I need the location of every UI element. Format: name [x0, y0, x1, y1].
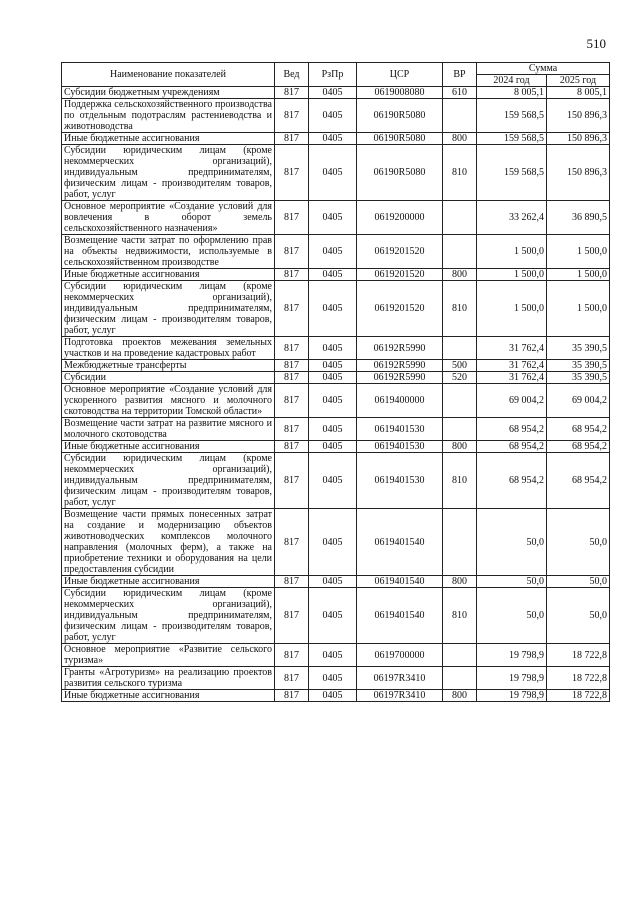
- table-row: [62, 99, 610, 133]
- table-row: [62, 360, 610, 372]
- cell-ved: 817: [275, 372, 309, 384]
- header-vr: ВР: [443, 63, 477, 87]
- cell-2024: 19 798,9: [477, 667, 547, 690]
- cell-vr: 520: [443, 372, 477, 384]
- header-2025: 2025 год: [547, 75, 610, 87]
- cell-name: Основное мероприятие «Развитие сельского туризма»: [62, 644, 275, 667]
- cell-vr: 800: [443, 441, 477, 453]
- table-row: [62, 145, 610, 201]
- cell-name: Иные бюджетные ассигнования: [62, 133, 275, 145]
- cell-csr: 0619201520: [357, 281, 443, 337]
- cell-csr: 06190R5080: [357, 133, 443, 145]
- cell-csr: 0619401530: [357, 453, 443, 509]
- cell-vr: 500: [443, 360, 477, 372]
- cell-ved: 817: [275, 588, 309, 644]
- cell-ved: 817: [275, 690, 309, 702]
- table-row: [62, 235, 610, 269]
- cell-rzpr: 0405: [309, 453, 357, 509]
- cell-rzpr: 0405: [309, 99, 357, 133]
- table-row: [62, 201, 610, 235]
- cell-ved: 817: [275, 201, 309, 235]
- table-row: [62, 133, 610, 145]
- cell-rzpr: 0405: [309, 576, 357, 588]
- cell-vr: 810: [443, 281, 477, 337]
- cell-vr: [443, 384, 477, 418]
- cell-csr: 0619201520: [357, 269, 443, 281]
- cell-vr: 810: [443, 588, 477, 644]
- cell-rzpr: 0405: [309, 384, 357, 418]
- cell-name: Возмещение части затрат на развитие мясного и молочного скотоводства: [62, 418, 275, 441]
- cell-ved: 817: [275, 384, 309, 418]
- cell-2025: 68 954,2: [547, 418, 610, 441]
- cell-csr: 06192R5990: [357, 337, 443, 360]
- cell-name: Субсидии юридическим лицам (кроме некоммерческих организаций), индивидуальным предпринимателям, физическим лицам - производителям товаров, работ, услуг: [62, 281, 275, 337]
- cell-2025: 35 390,5: [547, 337, 610, 360]
- table-row: [62, 337, 610, 360]
- cell-ved: 817: [275, 509, 309, 576]
- cell-csr: 0619401540: [357, 588, 443, 644]
- page-number: 510: [586, 36, 606, 51]
- cell-name: Возмещение части прямых понесенных затрат на создание и модернизацию объектов животноводческих комплексов молочного направления (молочных ферм), а также на приобретение техники и оборудования на цели предоставления субсидии: [62, 509, 275, 576]
- cell-2025: 150 896,3: [547, 133, 610, 145]
- cell-vr: [443, 99, 477, 133]
- cell-2024: 68 954,2: [477, 418, 547, 441]
- table-body: [62, 87, 610, 702]
- cell-csr: 06192R5990: [357, 360, 443, 372]
- cell-vr: 810: [443, 145, 477, 201]
- cell-csr: 0619401540: [357, 576, 443, 588]
- cell-name: Иные бюджетные ассигнования: [62, 269, 275, 281]
- cell-rzpr: 0405: [309, 337, 357, 360]
- cell-2024: 19 798,9: [477, 690, 547, 702]
- cell-ved: 817: [275, 667, 309, 690]
- cell-vr: 800: [443, 690, 477, 702]
- cell-2024: 50,0: [477, 509, 547, 576]
- cell-vr: 800: [443, 269, 477, 281]
- cell-csr: 0619401530: [357, 441, 443, 453]
- cell-2024: 68 954,2: [477, 441, 547, 453]
- cell-2025: 1 500,0: [547, 269, 610, 281]
- header-ved: Вед: [275, 63, 309, 87]
- cell-2024: 159 568,5: [477, 99, 547, 133]
- cell-name: Подготовка проектов межевания земельных участков и на проведение кадастровых работ: [62, 337, 275, 360]
- cell-2024: 69 004,2: [477, 384, 547, 418]
- budget-table: [61, 62, 610, 702]
- cell-name: Иные бюджетные ассигнования: [62, 441, 275, 453]
- cell-name: Гранты «Агротуризм» на реализацию проектов развития сельского туризма: [62, 667, 275, 690]
- cell-rzpr: 0405: [309, 235, 357, 269]
- header-2024: 2024 год: [477, 75, 547, 87]
- cell-rzpr: 0405: [309, 509, 357, 576]
- cell-csr: 06197R3410: [357, 667, 443, 690]
- cell-2024: 1 500,0: [477, 235, 547, 269]
- cell-rzpr: 0405: [309, 644, 357, 667]
- table-row: [62, 269, 610, 281]
- cell-name: Субсидии юридическим лицам (кроме некоммерческих организаций), индивидуальным предпринимателям, физическим лицам - производителям товаров, работ, услуг: [62, 453, 275, 509]
- table-row: [62, 690, 610, 702]
- cell-2025: 150 896,3: [547, 99, 610, 133]
- cell-2025: 18 722,8: [547, 667, 610, 690]
- table-row: [62, 384, 610, 418]
- table-row: [62, 281, 610, 337]
- table-row: [62, 441, 610, 453]
- cell-2025: 50,0: [547, 509, 610, 576]
- table-row: [62, 372, 610, 384]
- cell-2024: 31 762,4: [477, 360, 547, 372]
- cell-ved: 817: [275, 99, 309, 133]
- cell-vr: [443, 235, 477, 269]
- cell-2024: 159 568,5: [477, 145, 547, 201]
- cell-ved: 817: [275, 337, 309, 360]
- cell-rzpr: 0405: [309, 372, 357, 384]
- cell-2024: 159 568,5: [477, 133, 547, 145]
- cell-ved: 817: [275, 145, 309, 201]
- cell-2024: 1 500,0: [477, 281, 547, 337]
- cell-name: Основное мероприятие «Создание условий для вовлечения в оборот земель сельскохозяйственного назначения»: [62, 201, 275, 235]
- table-row: [62, 667, 610, 690]
- cell-ved: 817: [275, 418, 309, 441]
- cell-vr: [443, 201, 477, 235]
- cell-rzpr: 0405: [309, 667, 357, 690]
- cell-vr: [443, 418, 477, 441]
- cell-rzpr: 0405: [309, 690, 357, 702]
- cell-ved: 817: [275, 269, 309, 281]
- cell-name: Иные бюджетные ассигнования: [62, 690, 275, 702]
- cell-csr: 06190R5080: [357, 145, 443, 201]
- header-rzpr: РзПр: [309, 63, 357, 87]
- cell-2025: 150 896,3: [547, 145, 610, 201]
- cell-2024: 31 762,4: [477, 337, 547, 360]
- cell-2025: 36 890,5: [547, 201, 610, 235]
- cell-2025: 50,0: [547, 588, 610, 644]
- header-csr: ЦСР: [357, 63, 443, 87]
- cell-name: Субсидии юридическим лицам (кроме некоммерческих организаций), индивидуальным предпринимателям, физическим лицам - производителям товаров, работ, услуг: [62, 145, 275, 201]
- cell-name: Возмещение части затрат по оформлению прав на объекты недвижимости, используемые в сельскохозяйственном производстве: [62, 235, 275, 269]
- cell-2024: 50,0: [477, 576, 547, 588]
- cell-vr: [443, 667, 477, 690]
- cell-csr: 0619700000: [357, 644, 443, 667]
- cell-csr: 0619200000: [357, 201, 443, 235]
- cell-2025: 69 004,2: [547, 384, 610, 418]
- cell-vr: [443, 644, 477, 667]
- cell-ved: 817: [275, 453, 309, 509]
- cell-rzpr: 0405: [309, 281, 357, 337]
- cell-2025: 50,0: [547, 576, 610, 588]
- header-name: Наименование показателей: [62, 63, 275, 87]
- cell-2025: 35 390,5: [547, 360, 610, 372]
- cell-rzpr: 0405: [309, 133, 357, 145]
- cell-2024: 68 954,2: [477, 453, 547, 509]
- cell-vr: [443, 509, 477, 576]
- cell-2024: 8 005,1: [477, 87, 547, 99]
- cell-2025: 35 390,5: [547, 372, 610, 384]
- cell-ved: 817: [275, 576, 309, 588]
- cell-name: Основное мероприятие «Создание условий для ускоренного развития мясного и молочного скотоводства на территории Томской области»: [62, 384, 275, 418]
- table-row: [62, 453, 610, 509]
- cell-csr: 0619201520: [357, 235, 443, 269]
- cell-rzpr: 0405: [309, 441, 357, 453]
- cell-name: Субсидии юридическим лицам (кроме некоммерческих организаций), индивидуальным предпринимателям, физическим лицам - производителям товаров, работ, услуг: [62, 588, 275, 644]
- cell-csr: 0619401530: [357, 418, 443, 441]
- cell-2025: 18 722,8: [547, 690, 610, 702]
- table-row: [62, 576, 610, 588]
- cell-rzpr: 0405: [309, 588, 357, 644]
- cell-rzpr: 0405: [309, 87, 357, 99]
- cell-rzpr: 0405: [309, 418, 357, 441]
- cell-2024: 50,0: [477, 588, 547, 644]
- cell-name: Иные бюджетные ассигнования: [62, 576, 275, 588]
- cell-ved: 817: [275, 133, 309, 145]
- cell-vr: 800: [443, 576, 477, 588]
- cell-vr: [443, 337, 477, 360]
- cell-2025: 18 722,8: [547, 644, 610, 667]
- cell-ved: 817: [275, 87, 309, 99]
- cell-csr: 06197R3410: [357, 690, 443, 702]
- cell-rzpr: 0405: [309, 269, 357, 281]
- cell-ved: 817: [275, 441, 309, 453]
- cell-name: Субсидии: [62, 372, 275, 384]
- table-row: [62, 418, 610, 441]
- cell-csr: 0619008080: [357, 87, 443, 99]
- cell-ved: 817: [275, 644, 309, 667]
- cell-name: Субсидии бюджетным учреждениям: [62, 87, 275, 99]
- cell-ved: 817: [275, 235, 309, 269]
- cell-vr: 800: [443, 133, 477, 145]
- cell-2025: 8 005,1: [547, 87, 610, 99]
- cell-csr: 0619400000: [357, 384, 443, 418]
- cell-2025: 1 500,0: [547, 235, 610, 269]
- cell-name: Поддержка сельскохозяйственного производства по отдельным подотраслям растениеводства и животноводства: [62, 99, 275, 133]
- cell-rzpr: 0405: [309, 360, 357, 372]
- cell-ved: 817: [275, 281, 309, 337]
- table-row: [62, 87, 610, 99]
- table-row: [62, 509, 610, 576]
- cell-2024: 19 798,9: [477, 644, 547, 667]
- cell-csr: 06192R5990: [357, 372, 443, 384]
- cell-vr: 810: [443, 453, 477, 509]
- cell-2025: 68 954,2: [547, 441, 610, 453]
- cell-2024: 1 500,0: [477, 269, 547, 281]
- cell-rzpr: 0405: [309, 201, 357, 235]
- cell-rzpr: 0405: [309, 145, 357, 201]
- cell-vr: 610: [443, 87, 477, 99]
- header-sum: Сумма: [477, 63, 610, 75]
- cell-2024: 33 262,4: [477, 201, 547, 235]
- cell-name: Межбюджетные трансферты: [62, 360, 275, 372]
- cell-2025: 68 954,2: [547, 453, 610, 509]
- cell-2024: 31 762,4: [477, 372, 547, 384]
- cell-2025: 1 500,0: [547, 281, 610, 337]
- cell-csr: 0619401540: [357, 509, 443, 576]
- table-row: [62, 588, 610, 644]
- cell-ved: 817: [275, 360, 309, 372]
- table-row: [62, 644, 610, 667]
- cell-csr: 06190R5080: [357, 99, 443, 133]
